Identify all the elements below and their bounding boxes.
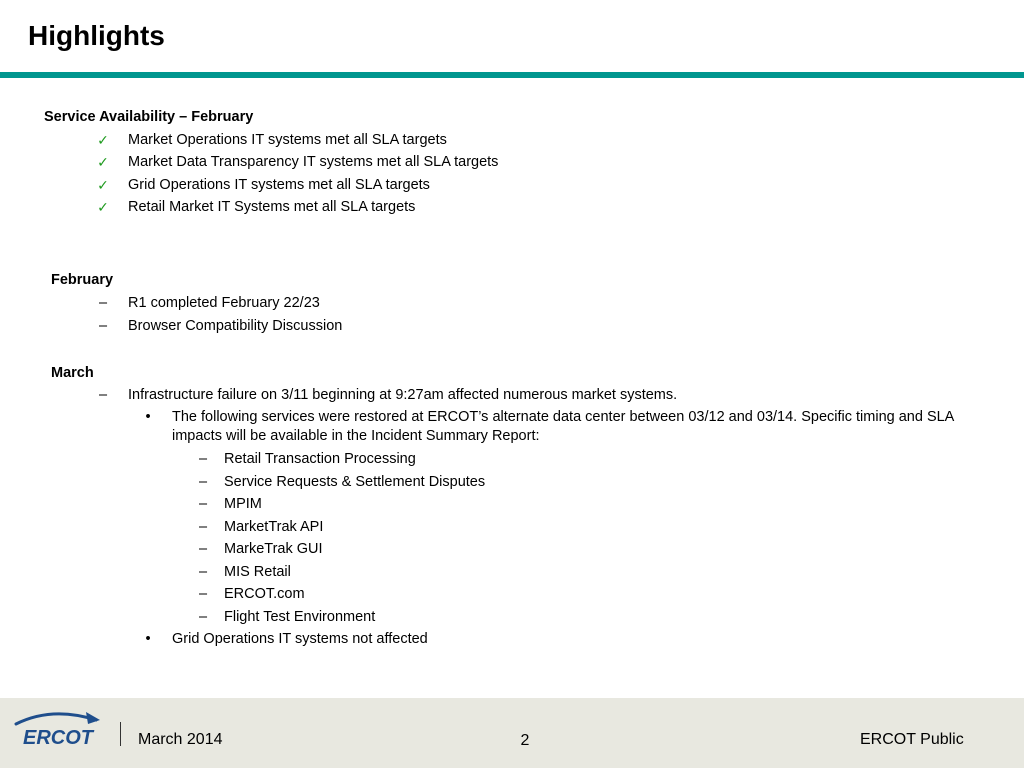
list-item-label: Browser Compatibility Discussion bbox=[128, 318, 343, 334]
dash-bullet-icon: – bbox=[198, 519, 208, 535]
page-number: 2 bbox=[520, 732, 530, 749]
list-item-label: MarketTrak API bbox=[224, 519, 324, 535]
list-item-label: ERCOT.com bbox=[224, 586, 305, 602]
dash-bullet-icon: – bbox=[198, 474, 208, 490]
round-bullet-icon: • bbox=[145, 409, 151, 425]
title-divider bbox=[0, 72, 1024, 78]
footer-divider bbox=[120, 722, 121, 746]
list-item-label: Market Operations IT systems met all SLA targets bbox=[128, 132, 447, 148]
checkmark-icon: ✓ bbox=[97, 177, 109, 193]
dash-bullet-icon: – bbox=[98, 318, 108, 334]
list-item-label: Service Requests & Settlement Disputes bbox=[224, 474, 486, 490]
checkmark-icon: ✓ bbox=[97, 132, 109, 148]
logo-swoosh bbox=[16, 714, 96, 724]
dash-bullet-icon: – bbox=[198, 451, 208, 467]
restored-services-note: The following services were restored at ERCOT’s alternate data center between 03/12 and 03/14. Specific timing and SLA impacts will be available in the Incident Summary Report: bbox=[172, 409, 954, 444]
dash-bullet-icon: – bbox=[198, 609, 208, 625]
footer-date: March 2014 bbox=[138, 731, 223, 748]
list-item-label: Flight Test Environment bbox=[224, 609, 376, 625]
list-item-label: Grid Operations IT systems met all SLA targets bbox=[128, 177, 430, 193]
slide-title: Highlights bbox=[28, 20, 165, 51]
february-heading: February bbox=[51, 272, 114, 288]
checkmark-icon: ✓ bbox=[97, 154, 109, 170]
service-availability-heading: Service Availability – February bbox=[44, 109, 254, 125]
dash-bullet-icon: – bbox=[198, 541, 208, 557]
list-item-label: Retail Market IT Systems met all SLA targets bbox=[128, 199, 416, 215]
dash-bullet-icon: – bbox=[98, 295, 108, 311]
list-item-label: Infrastructure failure on 3/11 beginning at 9:27am affected numerous market systems. bbox=[128, 387, 678, 403]
list-item-label: Retail Transaction Processing bbox=[224, 451, 416, 467]
slide-footer bbox=[0, 698, 1024, 768]
march-heading: March bbox=[51, 365, 94, 381]
ercot-logo bbox=[12, 708, 104, 750]
checkmark-icon: ✓ bbox=[97, 199, 109, 215]
logo-arrowhead bbox=[86, 712, 100, 724]
list-item-label: R1 completed February 22/23 bbox=[128, 295, 320, 311]
list-item-label: Grid Operations IT systems not affected bbox=[172, 631, 428, 647]
list-item-label: MarkeTrak GUI bbox=[224, 541, 323, 557]
dash-bullet-icon: – bbox=[198, 496, 208, 512]
dash-bullet-icon: – bbox=[198, 564, 208, 580]
dash-bullet-icon: – bbox=[198, 586, 208, 602]
round-bullet-icon: • bbox=[145, 631, 151, 647]
list-item-label: Market Data Transparency IT systems met all SLA targets bbox=[128, 154, 499, 170]
dash-bullet-icon: – bbox=[98, 387, 108, 403]
list-item-label: MPIM bbox=[224, 496, 262, 512]
footer-classification: ERCOT Public bbox=[860, 731, 964, 748]
list-item-label: MIS Retail bbox=[224, 564, 291, 580]
logo-wordmark: ERCOT bbox=[23, 727, 93, 749]
